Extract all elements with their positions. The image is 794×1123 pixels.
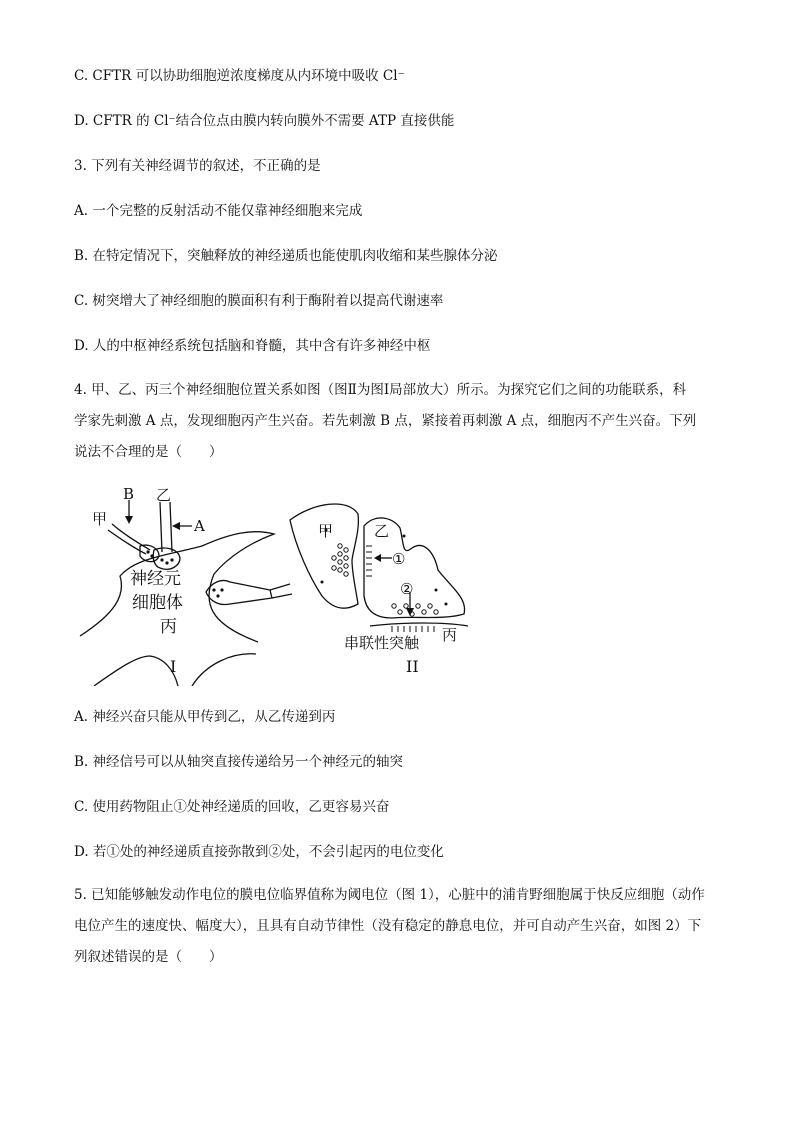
vesicle xyxy=(338,544,342,548)
fig1-soma-lower-right xyxy=(192,654,256,686)
vesicle xyxy=(220,588,223,591)
fig2-label-2: ② xyxy=(400,580,414,598)
q4-stem-line-1: 4. 甲、乙、丙三个神经细胞位置关系如图（图Ⅱ为图Ⅰ局部放大）所示。为探究它们之间的功能联系，科 xyxy=(74,382,687,398)
q5-stem xyxy=(74,880,726,973)
dot xyxy=(403,535,406,538)
vesicle xyxy=(170,558,173,561)
fig1-caption: I xyxy=(170,657,177,676)
fig2-receptors-yi-membrane xyxy=(366,546,372,576)
q4-stem-line-3: 说法不合理的是（ ） xyxy=(74,444,223,460)
q4-option-b: B. 神经信号可以从轴突直接传递给另一个神经元的轴突 xyxy=(74,754,404,770)
fig1-body-line-1: 神经元 xyxy=(130,569,181,589)
figure-1 xyxy=(80,500,292,686)
vesicle xyxy=(344,572,348,576)
vesicle xyxy=(404,604,408,608)
fig2-label-yi: 乙 xyxy=(374,522,390,540)
vesicle xyxy=(338,568,342,572)
fig1-axon-jia xyxy=(108,524,150,554)
fig1-label-a: A xyxy=(194,517,205,535)
vesicle xyxy=(338,552,342,556)
vesicle xyxy=(146,550,149,553)
dot xyxy=(445,603,448,606)
dot xyxy=(435,589,438,592)
q4-option-d: D. 若①处的神经递质直接弥散到②处，不会引起丙的电位变化 xyxy=(74,844,444,860)
q5-stem-line-2: 电位产生的速度快、幅度大），且具有自动节律性（没有稳定的静息电位，并可自动产生兴奋，如图 2）下 xyxy=(74,918,702,934)
q3-option-d: D. 人的中枢神经系统包括脑和脊髓，其中含有许多神经中枢 xyxy=(74,338,431,354)
fig1-arrowhead-a xyxy=(172,522,180,530)
fig2-label-jia: 甲 xyxy=(318,522,334,540)
fig2-cell-jia xyxy=(290,504,358,608)
vesicle xyxy=(344,556,348,560)
vesicle xyxy=(150,554,153,557)
vesicle xyxy=(344,548,348,552)
fig2-caption: II xyxy=(406,657,419,676)
fig1-terminal-right xyxy=(206,580,272,604)
vesicle xyxy=(392,604,396,608)
fig1-label-jia: 甲 xyxy=(92,510,108,528)
fig2-vesicles xyxy=(332,544,438,616)
q4-stem-line-2: 学家先刺激 A 点，发现细胞丙产生兴奋。若先刺激 B 点，紧接着再刺激 A 点，细胞丙不产生兴奋。下列 xyxy=(74,413,697,429)
vesicle xyxy=(344,564,348,568)
q4-option-a: A. 神经兴奋只能从甲传到乙，从乙传递到丙 xyxy=(74,709,336,725)
q4-figure-svg xyxy=(74,486,494,686)
q3-option-c: C. 树突增大了神经细胞的膜面积有利于酶附着以提高代谢速率 xyxy=(74,293,444,309)
q3-stem: 3. 下列有关神经调节的叙述，不正确的是 xyxy=(74,158,321,174)
fig2-arrowhead-1 xyxy=(374,554,381,562)
q5-stem-line-1: 5. 已知能够触发动作电位的膜电位临界值称为阈电位（图 1），心脏中的浦肯野细胞属于快反应细胞（动作 xyxy=(74,887,705,903)
vesicle xyxy=(212,588,215,591)
fig2-label-bing: 丙 xyxy=(442,626,458,644)
vesicle xyxy=(332,556,336,560)
fig2-label-1: ① xyxy=(392,550,406,568)
fig2-label-synapse: 串联性突触 xyxy=(344,634,420,652)
vesicle xyxy=(332,566,336,570)
q3-option-a: A. 一个完整的反射活动不能仅靠神经细胞来完成 xyxy=(74,203,363,219)
vesicle xyxy=(165,561,168,564)
q2-option-d: D. CFTR 的 Cl⁻结合位点由膜内转向膜外不需要 ATP 直接供能 xyxy=(74,113,455,129)
fig1-label-bing: 丙 xyxy=(160,617,177,637)
q5-stem-line-3: 列叙述错误的是（ ） xyxy=(74,949,223,965)
vesicle xyxy=(434,610,438,614)
vesicle xyxy=(338,560,342,564)
fig1-label-b: B xyxy=(123,486,135,503)
vesicle xyxy=(216,594,219,597)
q2-option-c: C. CFTR 可以协助细胞逆浓度梯度从内环境中吸收 Cl⁻ xyxy=(74,68,405,84)
fig1-arrowhead-b xyxy=(125,516,133,524)
fig1-axon-yi xyxy=(160,502,172,552)
q4-figure xyxy=(74,486,494,686)
q3-option-b: B. 在特定情况下，突触释放的神经递质也能使肌肉收缩和某些腺体分泌 xyxy=(74,248,498,264)
vesicle xyxy=(428,604,432,608)
fig1-body-line-2: 细胞体 xyxy=(132,593,183,613)
fig1-label-yi: 乙 xyxy=(156,486,172,504)
vesicle xyxy=(422,610,426,614)
q4-option-c: C. 使用药物阻止①处神经递质的回收，乙更容易兴奋 xyxy=(74,799,390,815)
dot xyxy=(321,581,324,584)
q4-stem xyxy=(74,375,726,468)
fig1-soma-lower xyxy=(94,656,178,686)
vesicle xyxy=(160,558,163,561)
fig2-receptors-bing-membrane xyxy=(392,626,434,632)
fig1-axon-right xyxy=(270,584,292,598)
vesicle xyxy=(398,610,402,614)
vesicle xyxy=(416,604,420,608)
